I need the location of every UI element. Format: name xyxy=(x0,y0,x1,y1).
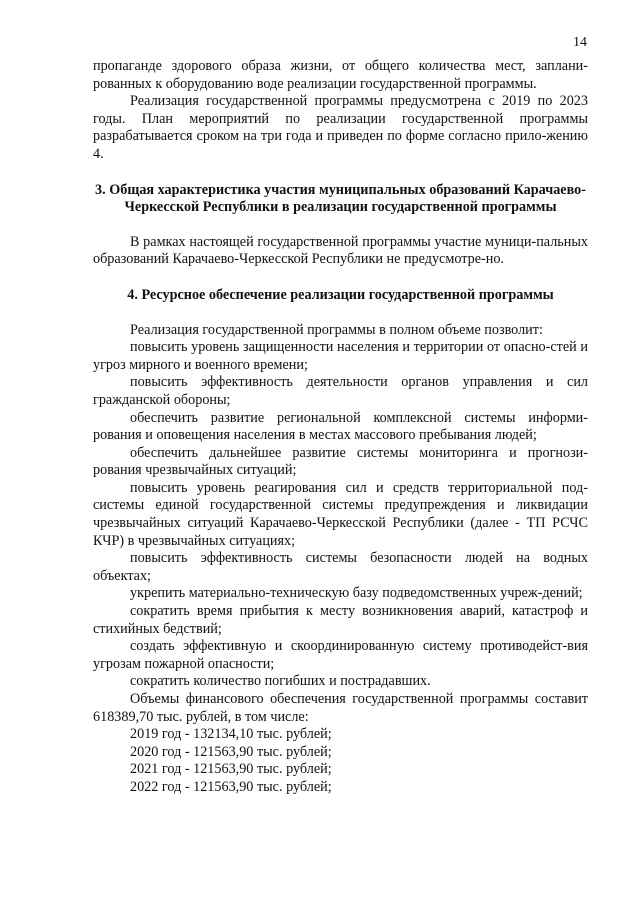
funding-year-line: 2019 год - 132134,10 тыс. рублей; xyxy=(130,726,332,743)
page-content xyxy=(93,58,588,797)
list-item: обеспечить развитие региональной комплексной системы информи-рования и оповещения населения в местах массового пребывания людей; xyxy=(93,409,588,444)
list-item: повысить эффективность деятельности органов управления и сил гражданской обороны; xyxy=(93,374,588,408)
list-item: укрепить материально-техническую базу подведомственных учреж-дений; xyxy=(130,585,583,602)
list-item: сократить количество погибших и пострадавших. xyxy=(130,673,431,690)
section-4-heading: 4. Ресурсное обеспечение реализации государственной программы xyxy=(127,286,554,303)
intro-paragraph-1: пропаганде здорового образа жизни, от общего количества мест, заплани-рованных к оборудованию воде реализации государственной программы. xyxy=(93,58,588,92)
list-item: создать эффективную и скоординированную систему противодейст-вия угрозам пожарной опасности; xyxy=(93,638,588,672)
section-4-lead: Реализация государственной программы в полном объеме позволит: xyxy=(130,321,543,338)
funding-year-line: 2022 год - 121563,90 тыс. рублей; xyxy=(130,778,332,795)
list-item: обеспечить дальнейшее развитие системы мониторинга и прогнози-рования чрезвычайных ситуаций; xyxy=(93,444,588,479)
list-item: повысить эффективность системы безопасности людей на водных объектах; xyxy=(93,550,588,584)
list-item: повысить уровень защищенности населения и территории от опасно-стей и угроз мирного и военного времени; xyxy=(93,339,588,373)
funding-paragraph: Объемы финансового обеспечения государственной программы составит 618389,70 тыс. рублей, в том числе: xyxy=(93,691,588,725)
section-3-heading: 3. Общая характеристика участия муниципальных образований Карачаево-Черкесской Республики в реализации государственной программы xyxy=(95,181,586,216)
list-item: повысить уровень реагирования сил и средств территориальной под-системы единой государственной системы предупреждения и ликвидации чрезвычайных ситуаций Карачаево-Черкесской Республики (далее - ТП РСЧС КЧР) в чрезвычайных ситуациях; xyxy=(93,479,588,549)
list-item: сократить время прибытия к месту возникновения аварий, катастроф и стихийных бедствий; xyxy=(93,603,588,637)
funding-year-line: 2021 год - 121563,90 тыс. рублей; xyxy=(130,761,332,778)
page-number: 14 xyxy=(573,35,587,50)
intro-paragraph-2: Реализация государственной программы предусмотрена с 2019 по 2023 годы. План мероприятий по реализации государственной программы разрабатывается сроком на три года и приведен по форме согласно прило-жению 4. xyxy=(93,93,588,162)
section-3-paragraph: В рамках настоящей государственной программы участие муници-пальных образований Карачаево-Черкесской Республики не предусмотре-но. xyxy=(93,233,588,268)
funding-year-line: 2020 год - 121563,90 тыс. рублей; xyxy=(130,743,332,760)
